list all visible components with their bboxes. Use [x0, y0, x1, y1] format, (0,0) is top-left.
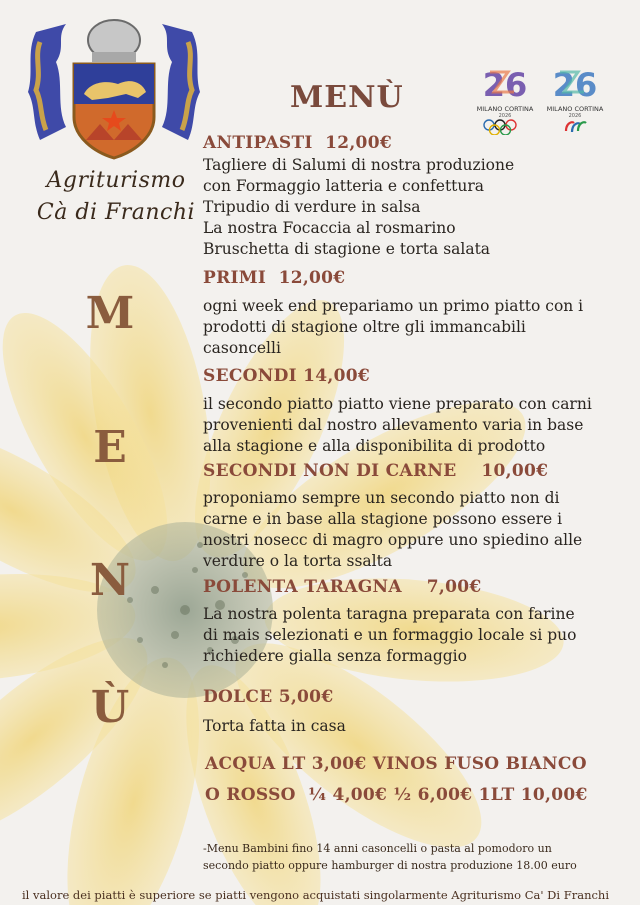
menu-line: di mais selezionati e un formaggio locale si puo — [203, 626, 577, 644]
brand-name-line-1: Agriturismo — [46, 168, 186, 193]
milano-cortina-olympic-logo — [468, 66, 542, 139]
side-letter-u-grave: Ù — [90, 682, 130, 733]
menu-line: prodotti di stagione oltre gli immancabili — [203, 318, 526, 336]
brand-name-line-2: Cà di Franchi — [36, 200, 196, 225]
section-heading-primi: PRIMI 12,00€ — [203, 268, 346, 288]
section-body-dolce — [203, 716, 603, 737]
section-heading-antipasti: ANTIPASTI 12,00€ — [203, 133, 392, 153]
menu-line: La nostra Focaccia al rosmarino — [203, 219, 456, 237]
section-body-antipasti — [203, 155, 603, 260]
olympic-emblem-icon — [468, 66, 542, 102]
section-body-secondi-non-di-carne — [203, 488, 603, 572]
olympic-rings-icon — [480, 119, 530, 135]
kids-menu-note — [203, 840, 623, 874]
menu-line: casoncelli — [203, 339, 281, 357]
kids-menu-note-line-2: secondo piatto oppure hamburger di nostra produzione 18.00 euro — [203, 859, 577, 872]
section-heading-secondi: SECONDI 14,00€ — [203, 366, 370, 386]
coat-of-arms-logo — [26, 12, 202, 160]
section-body-primi — [203, 296, 603, 359]
olympic-logo-year: 2026 — [498, 113, 512, 120]
section-heading-secondi-non-di-carne: SECONDI NON DI CARNE 10,00€ — [203, 461, 549, 481]
menu-line: Torta fatta in casa — [203, 717, 346, 735]
milano-cortina-paralympic-logo — [538, 66, 612, 139]
footer-note: il valore dei piatti è superiore se piatti vengono acquistati singolarmente Agriturismo Ca' Di Franchi — [22, 888, 610, 902]
side-letter-e: E — [93, 422, 127, 473]
olympic-logo-caption: MILANO CORTINA — [476, 105, 534, 113]
menu-line: La nostra polenta taragna preparata con farine — [203, 605, 575, 623]
paralympic-logo-year: 2026 — [568, 113, 582, 120]
menu-line: verdure o la torta ssalta — [203, 552, 393, 570]
section-heading-dolce: DOLCE 5,00€ — [203, 687, 334, 707]
kids-menu-note-line-1: -Menu Bambini fino 14 anni casoncelli o pasta al pomodoro un — [203, 842, 552, 855]
section-heading-polenta-taragna: POLENTA TARAGNA 7,00€ — [203, 577, 482, 597]
svg-text:26: 26 — [552, 66, 598, 102]
menu-line: provenienti dal nostro allevamento varia in base — [203, 416, 584, 434]
drinks-line-2: O ROSSO ¼ 4,00€ ½ 6,00€ 1LT 10,00€ — [205, 785, 588, 805]
agitos-icon — [560, 119, 590, 135]
menu-line: carne e in base alla stagione possono essere i — [203, 510, 563, 528]
menu-line: con Formaggio latteria e confettura — [203, 177, 485, 195]
section-body-secondi — [203, 394, 603, 457]
drinks-line-1: ACQUA LT 3,00€ VINOS FUSO BIANCO — [205, 754, 587, 774]
side-letter-n: N — [89, 555, 131, 606]
menu-line: proponiamo sempre un secondo piatto non di — [203, 489, 560, 507]
menu-line: ogni week end prepariamo un primo piatto con i — [203, 297, 584, 315]
menu-line: alla stagione e alla disponibilita di prodotto — [203, 437, 546, 455]
menu-title: MENÙ — [290, 80, 404, 115]
menu-line: richiedere gialla senza formaggio — [203, 647, 467, 665]
menu-line: il secondo piatto piatto viene preparato con carni — [203, 395, 592, 413]
menu-line: Bruschetta di stagione e torta salata — [203, 240, 491, 258]
section-body-polenta-taragna — [203, 604, 603, 667]
menu-line: Tripudio di verdure in salsa — [203, 198, 421, 216]
side-letter-m: M — [85, 288, 135, 339]
menu-line: Tagliere di Salumi di nostra produzione — [203, 156, 515, 174]
svg-text:26: 26 — [482, 66, 528, 102]
menu-line: nostri nosecc di magro oppure uno spiedino alle — [203, 531, 583, 549]
paralympic-emblem-icon — [538, 66, 612, 102]
paralympic-logo-caption: MILANO CORTINA — [546, 105, 604, 113]
